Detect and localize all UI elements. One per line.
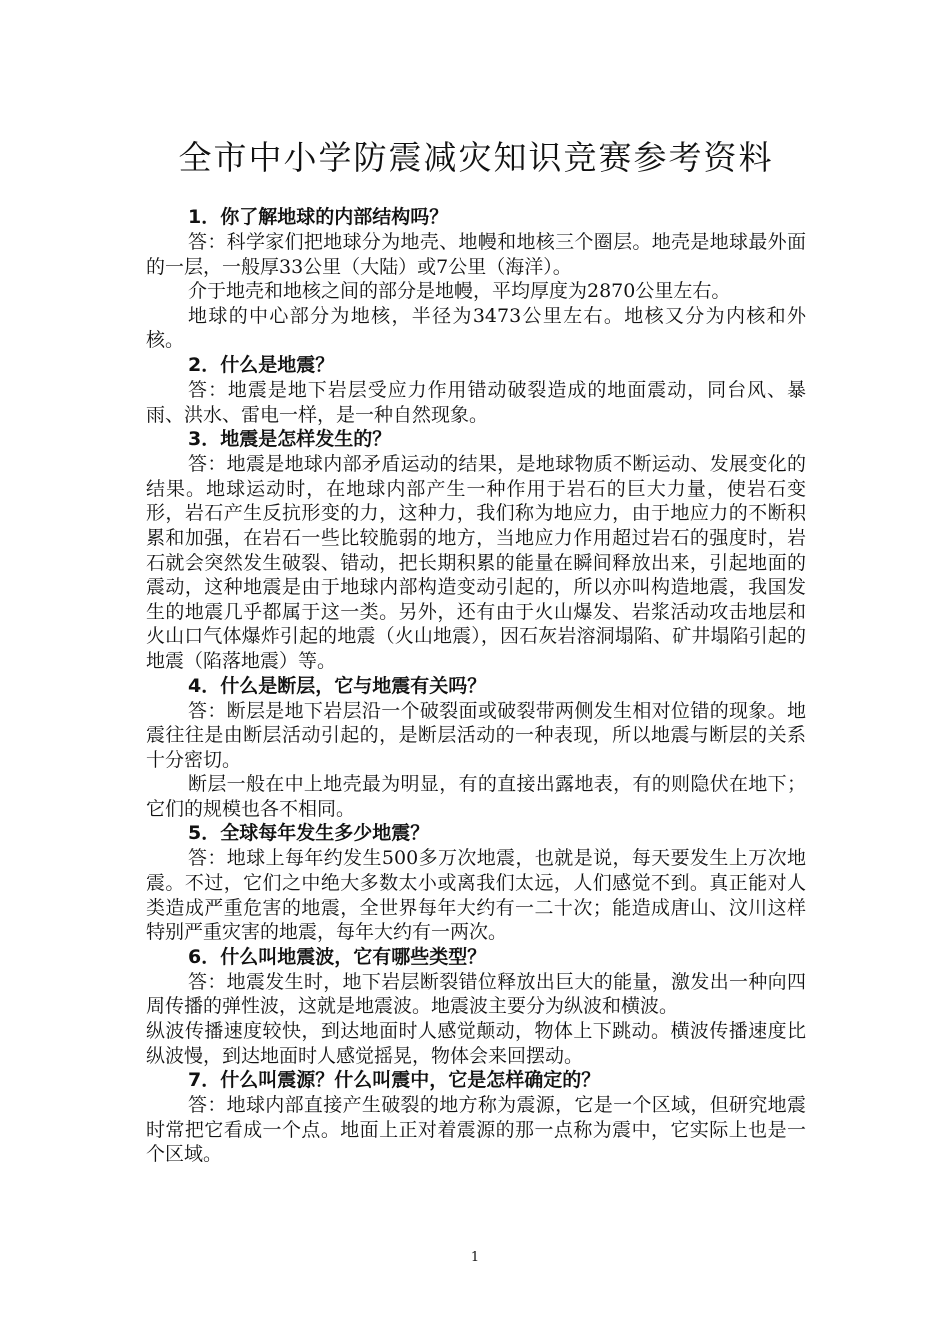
page-number: 1 — [470, 1250, 480, 1265]
section-3 — [146, 427, 806, 673]
question-3: 3．地震是怎样发生的？ — [188, 428, 392, 451]
answer-3-para-1: 答：地震是地球内部矛盾运动的结果，是地球物质不断运动、发展变化的结果。地球运动时，在地球内部产生一种作用于岩石的巨大力量，使岩石变形，岩石产生反抗形变的力，这种力，我们称为地应力，由于地应力的不断积累和加强，在岩石一些比较脆弱的地方，当地应力作用超过岩石的强度时，岩石就会突然发生破裂、错动，把长期积累的能量在瞬间释放出来，引起地面的震动，这种地震是由于地球内部构造变动引起的，所以亦叫构造地震，我国发生的地震几乎都属于这一类。另外，还有由于火山爆发、岩浆活动攻击地层和火山口气体爆炸引起的地震（火山地震），因石灰岩溶洞塌陷、矿井塌陷引起的地震（陷落地震）等。 — [146, 453, 806, 672]
question-4: 4．什么是断层，它与地震有关吗？ — [188, 674, 487, 697]
answer-4-para-2: 断层一般在中上地壳最为明显，有的直接出露地表，有的则隐伏在地下；它们的规模也各不相同。 — [146, 773, 806, 820]
question-7: 7．什么叫震源？什么叫震中，它是怎样确定的？ — [188, 1069, 601, 1092]
section-1 — [146, 205, 806, 353]
answer-5-para-1: 答：地球上每年约发生500多万次地震，也就是说，每天要发生上万次地震。不过，它们之中绝大多数太小或离我们太远，人们感觉不到。真正能对人类造成严重危害的地震，全世界每年大约有一二十次；能造成唐山、汶川这样特别严重灾害的地震，每年大约有一两次。 — [146, 847, 806, 944]
answer-1-para-3: 地球的中心部分为地核，半径为3473公里左右。地核又分为内核和外核。 — [146, 304, 806, 352]
section-6 — [146, 945, 806, 1068]
answer-6-para-1: 答：地震发生时，地下岩层断裂错位释放出巨大的能量，激发出一种向四周传播的弹性波，这就是地震波。地震波主要分为纵波和横波。 — [146, 970, 806, 1018]
question-2: 2．什么是地震？ — [188, 353, 335, 376]
answer-6-para-2: 纵波传播速度较快，到达地面时人感觉颠动，物体上下跳动。横波传播速度比纵波慢，到达地面时人感觉摇晃，物体会来回摆动。 — [146, 1020, 806, 1067]
answer-2-para-1: 答：地震是地下岩层受应力作用错动破裂造成的地面震动，同台风、暴雨、洪水、雷电一样，是一种自然现象。 — [146, 378, 806, 426]
answer-7-para-1: 答：地球内部直接产生破裂的地方称为震源，它是一个区域，但研究地震时常把它看成一个点。地面上正对着震源的那一点称为震中，它实际上也是一个区域。 — [146, 1094, 806, 1166]
answer-4-para-1: 答：断层是地下岩层沿一个破裂面或破裂带两侧发生相对位错的现象。地震往往是由断层活动引起的，是断层活动的一种表现，所以地震与断层的关系十分密切。 — [146, 699, 806, 771]
answer-1-para-2: 介于地壳和地核之间的部分是地幔，平均厚度为2870公里左右。 — [188, 280, 731, 303]
document-page — [146, 122, 806, 1167]
question-1: 1．你了解地球的内部结构吗？ — [188, 206, 449, 228]
section-4 — [146, 674, 806, 822]
section-2 — [146, 353, 806, 427]
section-7 — [146, 1068, 806, 1167]
question-6: 6．什么叫地震波，它有哪些类型？ — [188, 945, 487, 968]
section-5 — [146, 821, 806, 944]
question-5: 5．全球每年发生多少地震？ — [188, 822, 430, 845]
answer-1-para-1: 答：科学家们把地球分为地壳、地幔和地核三个圈层。地壳是地球最外面的一层，一般厚33公里（大陆）或7公里（海洋）。 — [146, 231, 806, 278]
document-title: 全市中小学防震减灾知识竞赛参考资料 — [178, 138, 774, 177]
